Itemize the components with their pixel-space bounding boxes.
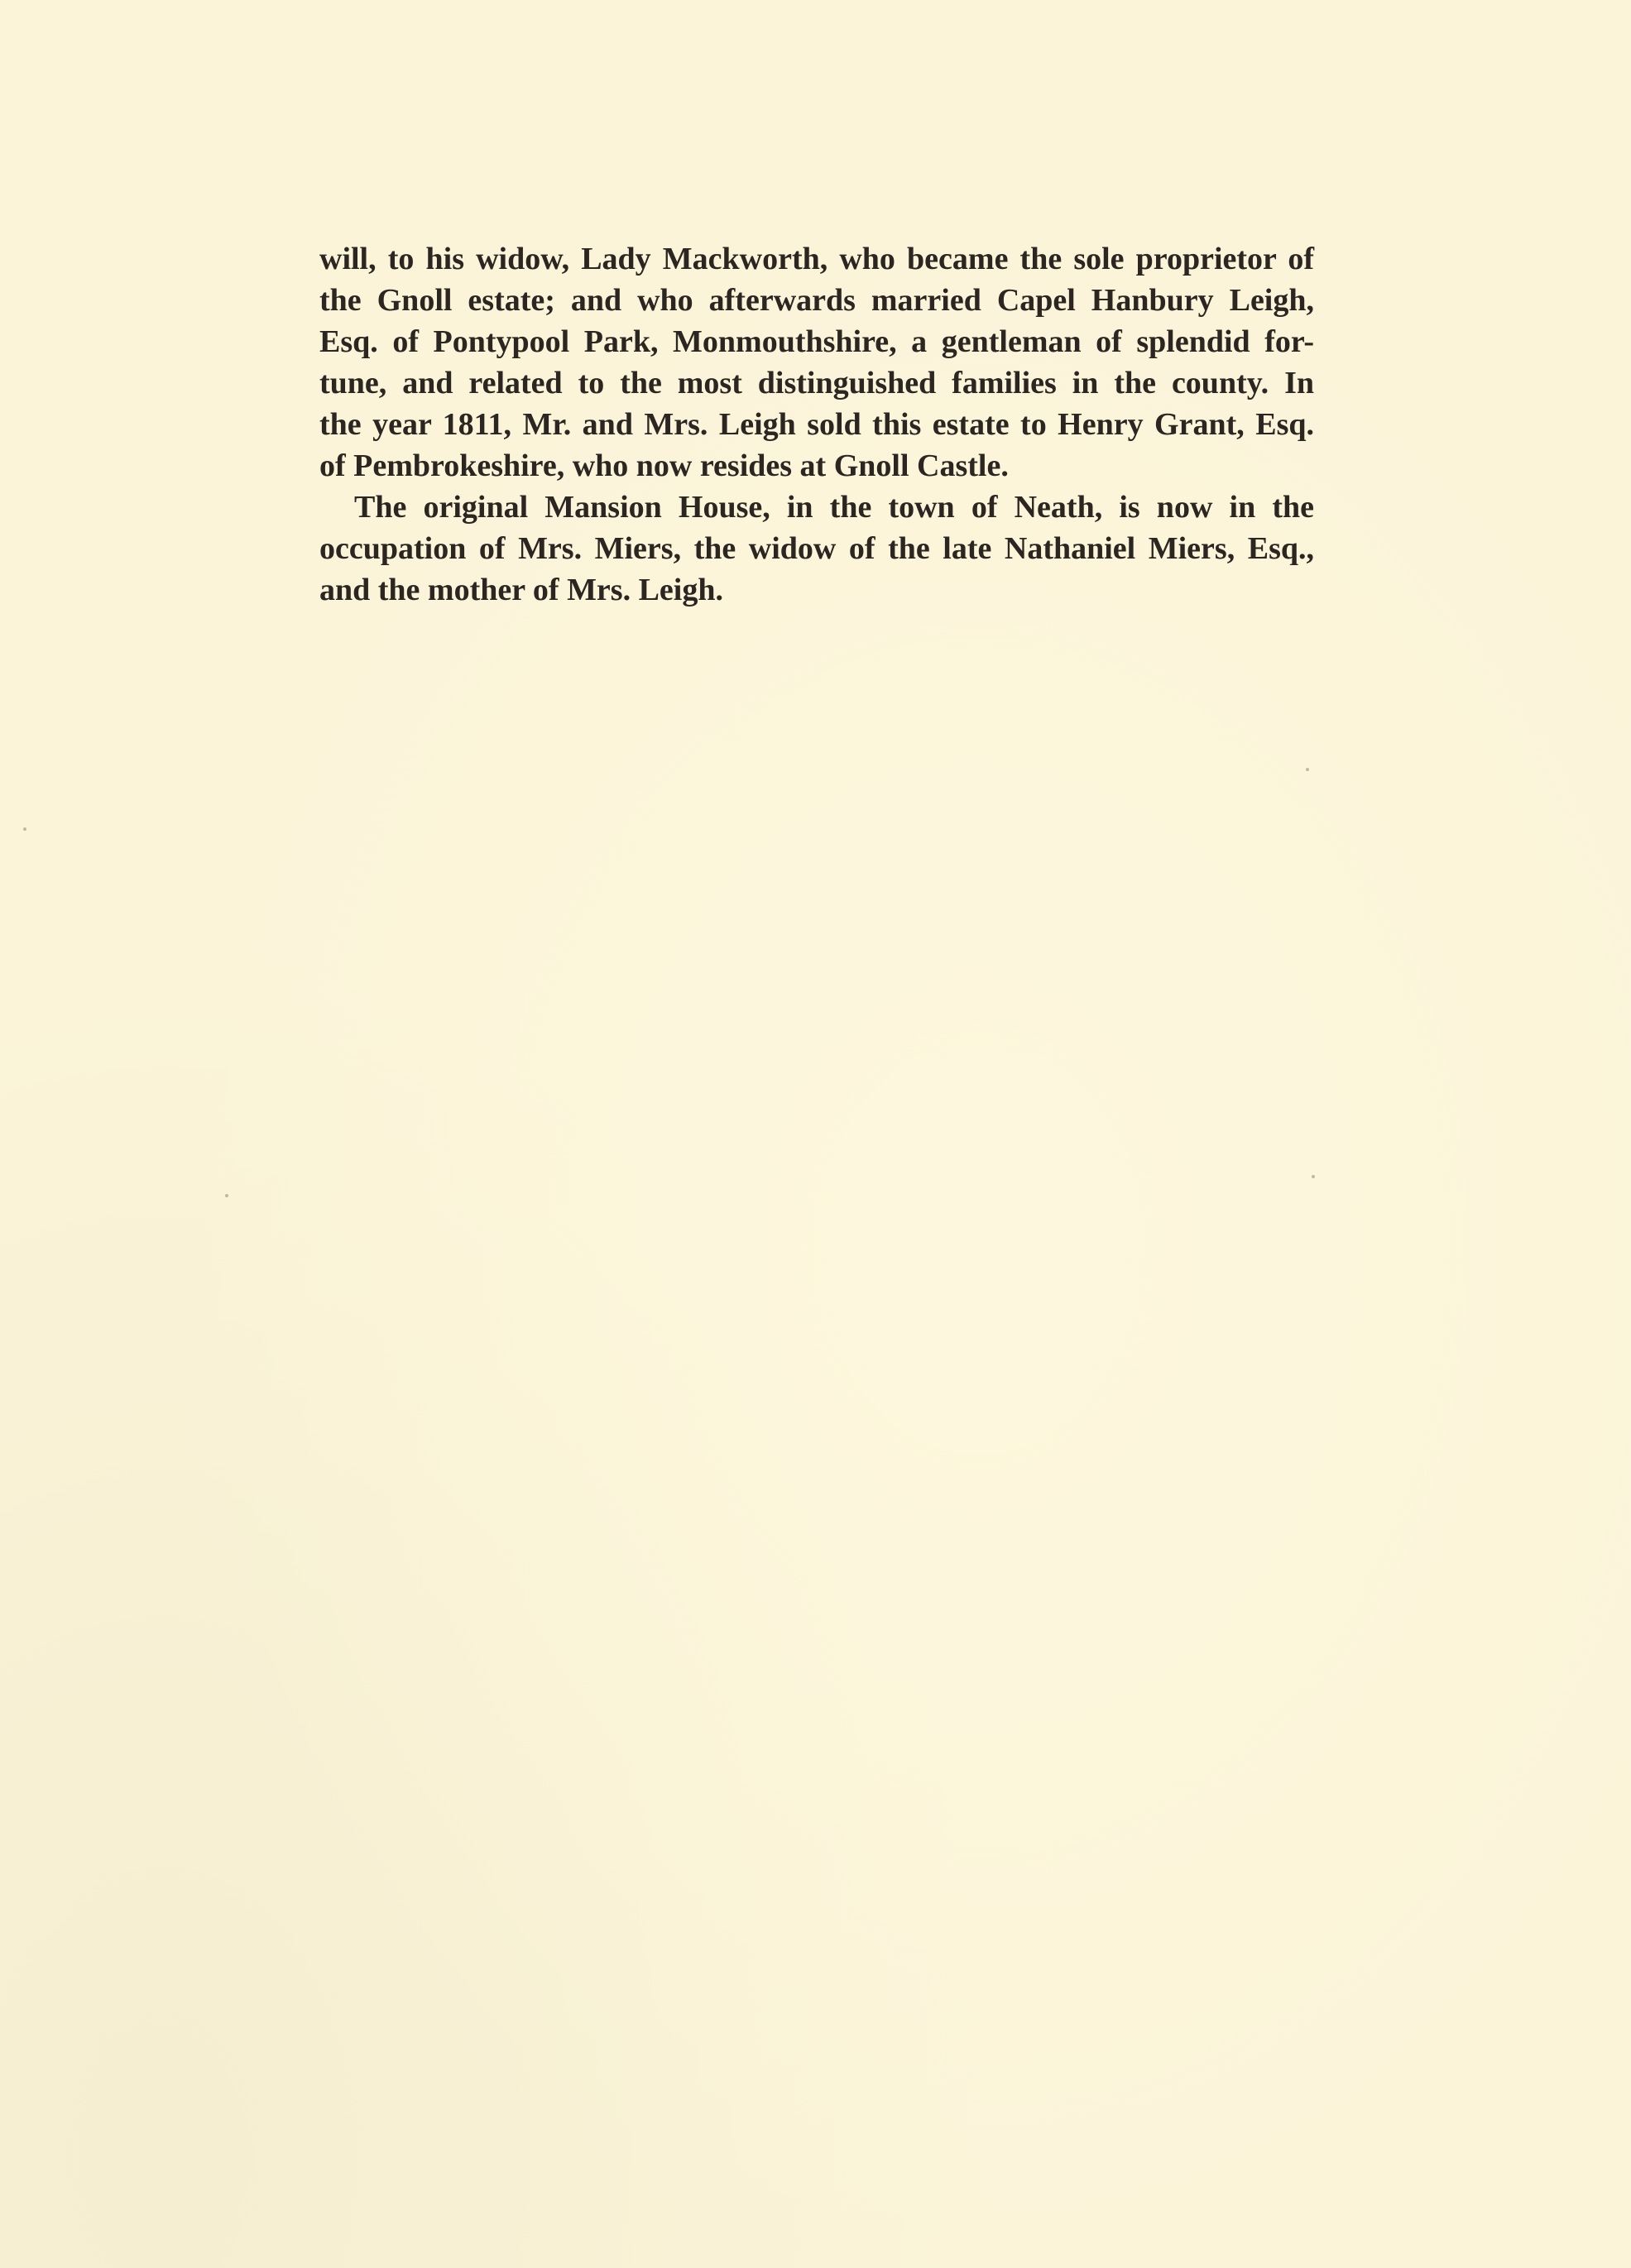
- text-line: the year 1811, Mr. and Mrs. Leigh sold this estate to Henry Grant, Esq.: [319, 407, 1314, 442]
- text-line: The original Mansion House, in the town of Neath, is now in the: [354, 490, 1314, 525]
- text-line: will, to his widow, Lady Mackworth, who became the sole proprietor of: [319, 242, 1314, 276]
- text-line: tune, and related to the most distinguished families in the county. In: [319, 366, 1314, 400]
- text-line: occupation of Mrs. Miers, the widow of the late Nathaniel Miers, Esq.,: [319, 531, 1314, 566]
- paper-speck: [225, 1194, 228, 1197]
- text-line: Esq. of Pontypool Park, Monmouthshire, a gentleman of splendid for-: [319, 324, 1314, 359]
- body-text: [319, 238, 1314, 611]
- paragraph-1: [319, 238, 1314, 487]
- paragraph-2: [319, 487, 1314, 611]
- text-line: the Gnoll estate; and who afterwards married Capel Hanbury Leigh,: [319, 283, 1314, 318]
- paper-speck: [1306, 768, 1309, 771]
- text-line: of Pembrokeshire, who now resides at Gnoll Castle.: [319, 448, 1009, 483]
- text-line: and the mother of Mrs. Leigh.: [319, 573, 723, 607]
- paper-speck: [1312, 1175, 1315, 1178]
- paper-speck: [23, 827, 26, 831]
